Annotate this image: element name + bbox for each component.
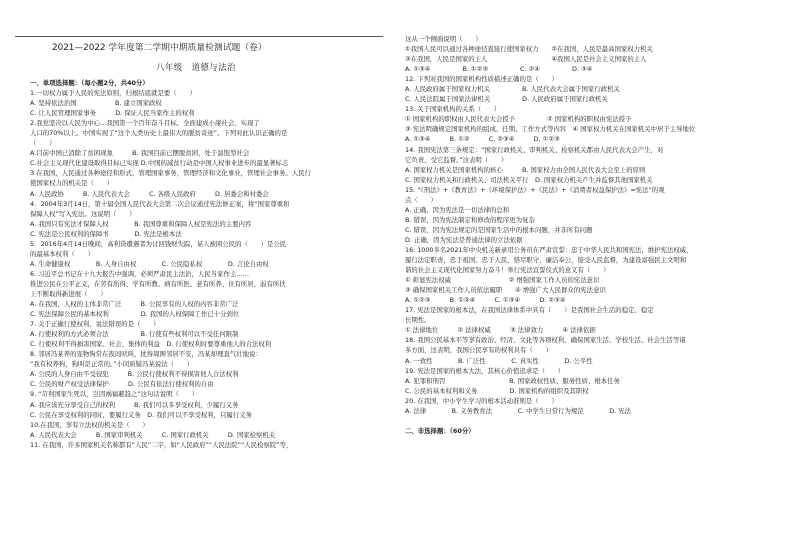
right-text-line: B. 错误，因为宪法制定和修改的程序更为复杂 [405,215,535,224]
right-text-line: 二、非选择题：（60分） [405,426,475,435]
left-text-line: 一、单项选择题：（每小题2分，共40分） [30,79,149,87]
left-text-line: C. 公民在享受权利的同时，要履行义务 D. 我们可以不享受权利，只履行义务 [30,410,253,419]
right-text-line: 履行法定职责，忠于祖国、忠于人民，恪尽职守、廉洁奉公，接受人民监督，为建设富强民主文明和 [405,256,687,265]
exam-subtitle: 八年级 道德与法治 [156,62,236,72]
right-text-line: 14. 我国宪法第三条规定：“国家行政机关、审判机关、检察机关都由人民代表大会产生，对 [405,145,664,154]
left-text-line: A. 生命健康权 B. 人身自由权 C. 公民隐私权 D. 言论自由权 [30,259,269,268]
left-text-line: 推进公民在公平正义，在劳有所得、学有所教、病有所医、老有所养、住有所居、弱有所扶 [30,279,286,288]
left-text-line: 2.我党坚决以人民为中心…我国第一个百年奋斗目标，全面建成小康社会，实现了 [30,119,260,128]
right-text-line: A. 一致性 B. 广泛性 C. 真实性 D. 公平性 [405,356,593,365]
left-text-line: C. 宪法是公民权利的保障书 D. 宪法是根本法 [30,229,182,238]
right-text-line: 19. 宪法是国家的根本大法，其核心价值追求是（ ） [405,366,565,375]
right-text-line: ③ 确保国家机关工作人员依法履职 ④ 增强广大人民群众的宪法意识 [405,286,606,295]
right-text-line: 12. 下列对我国的国家机构性质描述正确的是（ ） [405,75,558,84]
right-text-line: 16. 1000多名2021年中央机关新录用公务员在严肃宣誓：忠于中华人民共和国宪法，维护宪法权威， [405,245,693,254]
right-text-line: 多方面，这表明，我国公民享有的权利具有（ ） [405,346,552,355]
right-text-line: C. 错误，因为宪法规定的是国家生活中的根本问题，并非所有问题 [405,225,593,234]
right-text-line: 20. 在我国，中小学生学习的根本活动准则是（ ） [405,396,558,405]
right-text-line: ① 彰显宪法权威 ② 增强国家工作人员的宪法意识 [405,276,600,285]
right-text-line: 点（ ） [405,195,437,204]
left-text-line: C. 公民的财产权受法律保护 D. 公民有依法行使权利的自由 [30,380,214,389]
right-text-line: A. ①②③ B. ①②④ C. ①③④ D. ②③④ [405,296,566,305]
left-text-line: 10.在我国，享有立法权的机关是（ ） [30,420,149,429]
right-text-line: D. 正确，因为宪法是普通法律的立法依据 [405,235,523,244]
top-divider [15,36,383,37]
right-text-line: C. 国家权力机关和行政机关、司法机关平行 D. 国家权力机关产生并监督其他国家机关 [405,175,653,184]
left-text-line: A. 在我国，人权的主体非常广泛 B. 公民享有的人权的内容非常广泛 [30,300,239,309]
left-text-line: C. 让人民管理国家事务 D. 保证人民当家作主的权利 [30,109,195,118]
right-text-line: A. ①③④ B. ①② C. ②③④ D. ①②③ [405,135,560,144]
left-text-line: A. 行使权利的方式必须合法 B. 行使有些权利可以不受任何限制 [30,330,239,339]
left-text-line: A. 人民政协 B. 人民代表大会 C. 各级人民政府 D. 居委会和村委会 [30,189,269,198]
left-text-line: A. 人民代表大会 B. 国家审判机关 C. 国家行政机关 D. 国家检察机关 [30,430,276,439]
right-text-line: A. 犯罪和刑罚 B. 国家政权性质、服务性质、根本任务 [405,376,620,385]
left-text-line: A. 坚持依法治国 B. 建立国家政权 [30,99,162,108]
left-text-line: 保障人权”写入宪法。这说明（ ） [30,209,136,218]
left-text-line: 9. “苛利国家生死以，岂因祸福避趋之”这句话说明（ ） [30,390,199,399]
right-text-line: A. 正确，因为宪法是一切法律的总和 [405,205,510,214]
right-text-line: A. 人民政府属于国家权力机关 B. 人民代表大会属于国家行政机关 [405,85,620,94]
left-text-line: A. 公民的人身自由不受侵犯 B. 公民行使权利不得损害他人合法权利 [30,370,239,379]
left-text-line: 11. 在我国，许多国家机关名称都有“人民”二字，如“人民政府”“人民法院”“人民检察院”等， [30,440,293,449]
right-text-line: ① 国家机构的职权由人民代表大会授予 ② 国家机构的职权由宪法授予 [405,115,632,124]
right-text-line: 长期性。 [405,316,431,325]
left-text-line: A. 我国只有宪法才保障人权 B. 我国尊重和保障人权是宪法的主要内容 [30,219,252,228]
right-text-line: 这从一个侧面说明（ ） [405,35,482,43]
left-text-line: 4．2004年3月14日，第十届全国人民代表大会第二次会议通过宪法修正案，将“国家尊重和 [30,199,290,208]
right-text-line: ① 法律地位 ② 法律权威 ③ 法律效力 ④ 法律依据 [405,326,596,335]
left-text-line: （ ） [30,139,56,148]
exam-title: 2021—2022 学年度第二学期中期质量检测试题（卷） [52,43,267,53]
right-text-line: 谐的社会主义现代化国家努力奋斗！举行宪法宣誓仪式的意义有（ ） [405,266,610,275]
left-text-line: 6. 习近平总书记在十九大报告中强调，必须严肃民主法治，人民当家作主…… [30,269,250,278]
right-text-line: ③ 宪法明确规定国家机构的组成、任期、工作方式等内容 ④ 国家权力机关在国家机关中居于主导地位 [405,125,696,134]
right-text-line: A. 法律 B. 义务教育法 C. 中学生日常行为规范 D. 宪法 [405,406,631,415]
left-text-line: C. 宪法保障公民的基本权利 D. 我国的人权保障工作已十分到位 [30,310,240,319]
left-text-line: 使国家权力的机关是（ ） [30,179,114,188]
right-column [405,34,783,436]
left-column [30,78,400,450]
right-text-line [405,416,783,426]
left-text-line: 8. 邻居冯某养的宠物狗常在夜间吠叫，扰得周围邻居不安，冯某却理直气壮地说： [30,350,262,359]
left-text-line: “我有权养狗，狗叫是正常的。”小闵质疑冯某说法（ ） [30,360,194,369]
left-text-line: C.社会主义现代化建设取得目标已实现 D.中国的减贫行动是中国人权事业进步的最显著标志 [30,159,289,168]
left-text-line: 1.一切权力属于人民的宪法原则，归根结底就是要（ ） [30,89,196,98]
left-text-line: 的最基本权利（ ） [30,249,94,258]
right-text-line: ①我国人民可以通过各种途径直接行使国家权力 ②在我国，人民是最高国家权力机关 [405,45,653,54]
right-text-line: A. 国家权力机关是国家机构的核心 B. 国家权力由全国人民代表大会至上的原则 [405,165,646,174]
left-text-line: 7. 关于正确行使权利，说法错误的是（ ） [30,320,160,329]
right-text-line: ③在我国，人民是国家的主人 ④我国人民是社会主义国家的主人 [405,55,647,64]
right-text-line: C. 公民的基本权利和义务 D. 国家机构的组织及其职权 [405,386,589,395]
right-text-line: C. 人民法院属于国家法律机关 D. 人民政府属于国家行政机关 [405,95,608,104]
left-text-line: C. 行使权利不得损害国家、社会、集体的利益 D. 行使权利时要尊重他人的合法权利 [30,340,272,349]
left-text-line: A. 我应该充分享受自己的权利 B. 我们可以多享受权利，少履行义务 [30,400,239,409]
right-text-line: 17. 宪法是国家的根本法，在我国法律体系中具有（ ）是我国社会生活的稳定、稳定 [405,306,654,315]
right-text-line: 18. 我国公民基本平等享有政治、经济、文化等各项权利，确保国家生活、学校生活、社会生活等诸 [405,336,686,345]
right-text-line: 15. “《刑法》+《教育法》+《环境保护法》+《民法》+《消费者权益保护法》=宪法”的观 [405,185,665,194]
left-text-line: 人口的70%以上。中国实现了“这个人类历史上最伟大的脱贫奇迹”。下列对此认识正确的是 [30,129,288,138]
left-text-line: 5．2016年4月14日晚间，高利贷遭遇者为讨回钱财失踪，某人被困公民的（ ）是公民 [30,239,287,248]
left-text-line: 3.在我国，人民通过各种途径和形式，管理国家事务，管理经济和文化事业，管理社会事务。人民行 [30,169,311,178]
left-text-line: 上不断取得新进展（ ） [30,289,107,298]
left-text-line: A.目前中国已消除了贫困现象 B. 我国目前已摆脱贫困，处于温饱型社会 [30,149,250,158]
right-text-line: A. ①③④ B. ①②③ C. ②④ D. ③④ [405,65,593,74]
right-text-line: 它负责，受它监督。”这表明（ ） [405,155,508,164]
right-text-line: 13. 关于国家机构的关系（ ） [405,105,501,114]
